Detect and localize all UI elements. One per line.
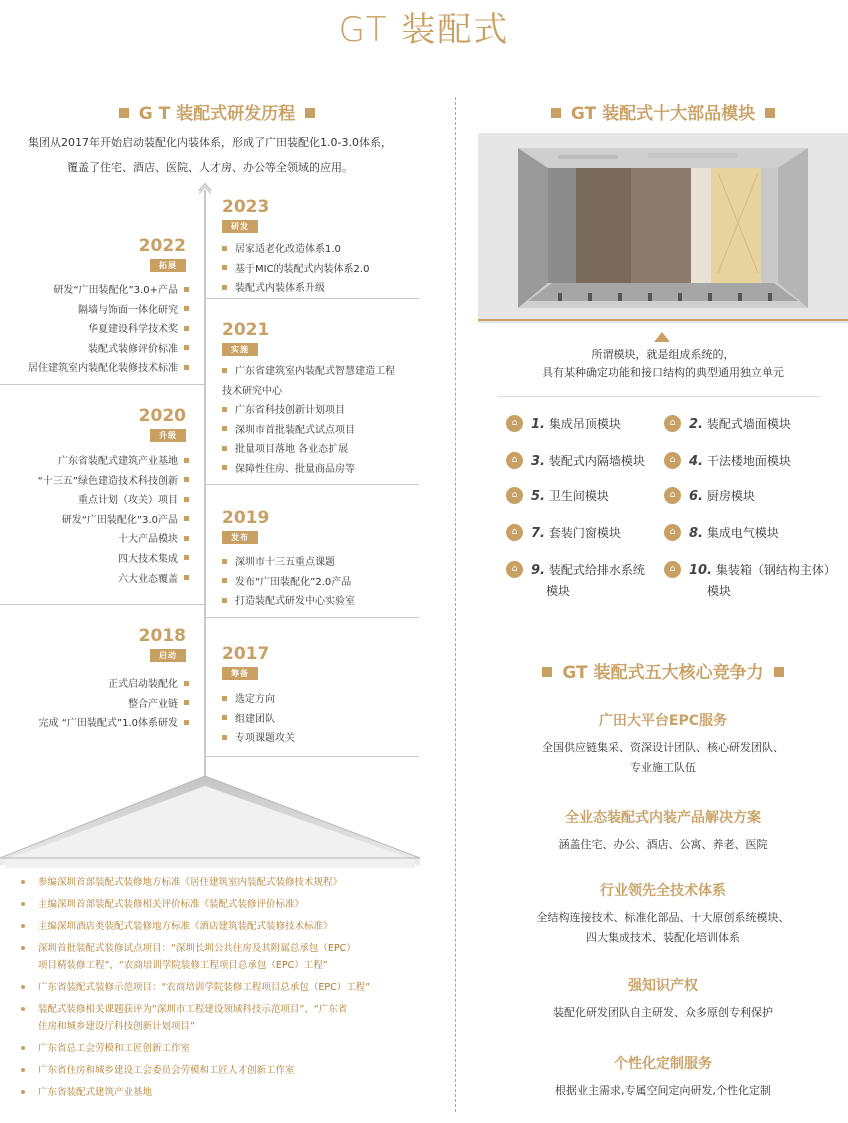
- module-item: ⌂ 7. 套装门窗模块: [506, 523, 621, 544]
- milestone-badge: 实施: [222, 343, 258, 356]
- list-item: 技术研究中心: [222, 385, 282, 397]
- honors-list: [18, 874, 428, 1106]
- milestone-2019: [222, 508, 269, 544]
- milestone-list: [28, 281, 189, 379]
- milestone-2020: [139, 406, 186, 442]
- intro-line: 集团从2017年开始启动装配化内装体系，形成了广田装配化1.0-3.0体系，: [28, 136, 392, 149]
- milestone-list: [222, 362, 395, 480]
- milestone-year: 2020: [138, 406, 186, 426]
- home-icon: ⌂: [664, 415, 681, 432]
- timeline-axis: [204, 190, 206, 780]
- honor-item: 参编深圳首部装配式装修地方标准《居住建筑室内装配式装修技术规程》: [18, 874, 428, 891]
- module-item: ⌂ 6. 厨房模块: [664, 486, 755, 507]
- timeline-connector: [0, 384, 204, 385]
- module-room-illustration: [478, 133, 848, 323]
- list-item: 深圳市首批装配式试点项目: [222, 421, 395, 441]
- list-item: 六大业态覆盖: [38, 570, 189, 590]
- square-icon: [774, 667, 784, 677]
- square-icon: [765, 108, 775, 118]
- competency-item: [478, 710, 848, 778]
- square-icon: [119, 108, 129, 118]
- list-item: 研发“广田装配化”3.0产品: [38, 511, 189, 531]
- list-item: 重点计划（攻关）项目: [38, 491, 189, 511]
- competency-body: 装配化研发团队自主研发、众多原创专利保护: [553, 1006, 773, 1019]
- milestone-year: 2018: [138, 626, 186, 646]
- milestone-badge: 筹备: [222, 667, 258, 680]
- competency-title: 广田大平台EPC服务: [598, 713, 728, 729]
- list-item: 整合产业链: [39, 695, 189, 715]
- definition-line: 所谓模块，就是组成系统的，: [591, 348, 735, 361]
- competency-heading: GT 装配式五大核心竞争力: [478, 658, 848, 683]
- competency-title: 个性化定制服务: [614, 1056, 712, 1072]
- module-item: ⌂ 5. 卫生间模块: [506, 486, 609, 507]
- milestone-2022: [139, 236, 186, 272]
- list-item: 打造装配式研发中心实验室: [222, 592, 355, 612]
- milestone-list: [39, 675, 189, 734]
- roof-illustration: [0, 770, 425, 870]
- list-item: 基于MIC的装配式内装体系2.0: [222, 260, 369, 280]
- pointer-triangle-icon: [654, 332, 670, 342]
- honor-item: 广东省住房和城乡建设工会委员会劳模和工匠人才创新工作室: [18, 1062, 428, 1079]
- page-title: GT 装配式: [338, 10, 510, 50]
- honor-item: 广东省装配式装修示范项目：“农商培训学院装修工程项目总承包（EPC）工程”: [18, 979, 428, 996]
- competency-body: 根据业主需求,专属空间定向研发,个性化定制: [555, 1084, 771, 1097]
- competency-body: 涵盖住宅、办公、酒店、公寓、养老、医院: [558, 838, 768, 851]
- list-item: 华夏建设科学技术奖: [28, 320, 189, 340]
- honor-item: 主编深圳首部装配式装修相关评价标准《装配式装修评价标准》: [18, 896, 428, 913]
- list-item: 十大产品模块: [38, 530, 189, 550]
- home-icon: ⌂: [506, 487, 523, 504]
- timeline-connector: [206, 756, 419, 757]
- list-item: 装配式内装体系升级: [222, 279, 369, 299]
- room-cutaway-image: [478, 133, 848, 323]
- honor-item: 主编深圳酒店类装配式装修地方标准《酒店建筑装配式装修技术标准》: [18, 918, 428, 935]
- list-item: 居家适老化改造体系1.0: [222, 240, 369, 260]
- module-item: ⌂ 4. 干法楼地面模块: [664, 451, 791, 472]
- competency-item: [478, 1053, 848, 1101]
- milestone-2017: [222, 644, 269, 680]
- milestone-list: [222, 240, 369, 299]
- square-icon: [551, 108, 561, 118]
- list-item: 四大技术集成: [38, 550, 189, 570]
- competency-item: [478, 807, 848, 855]
- module-definition: [478, 346, 848, 382]
- list-item: 选定方向: [222, 690, 295, 710]
- milestone-year: 2022: [138, 236, 186, 256]
- square-icon: [305, 108, 315, 118]
- milestone-badge: 研发: [222, 220, 258, 233]
- milestone-list: [38, 452, 189, 589]
- competency-title: 全业态装配式内装产品解决方案: [565, 810, 761, 826]
- module-item: ⌂ 3. 装配式内隔墙模块: [506, 451, 645, 472]
- module-item: ⌂ 9. 装配式给排水系统 模块: [506, 560, 645, 601]
- intro-line: 覆盖了住宅、酒店、医院、人才房、办公等全领域的应用。: [67, 161, 353, 174]
- milestone-badge: 升级: [150, 429, 186, 442]
- home-icon: ⌂: [664, 524, 681, 541]
- milestone-badge: 拓展: [150, 259, 186, 272]
- list-item: 研发“广田装配化”3.0+产品: [28, 281, 189, 301]
- honor-item: 广东省装配式建筑产业基地: [18, 1084, 428, 1101]
- module-item: ⌂ 1. 集成吊顶模块: [506, 414, 621, 435]
- list-item: 保障性住房、批量商品房等: [222, 460, 395, 480]
- module-item: ⌂ 8. 集成电气模块: [664, 523, 779, 544]
- arrow-up-icon: [196, 180, 214, 194]
- module-item: ⌂ 2. 装配式墙面模块: [664, 414, 791, 435]
- milestone-list: [222, 553, 355, 612]
- competency-item: [478, 975, 848, 1023]
- milestone-year: 2023: [222, 197, 270, 217]
- milestone-badge: 发布: [222, 531, 258, 544]
- list-item: 组建团队: [222, 710, 295, 730]
- milestone-year: 2017: [222, 644, 270, 664]
- list-item: 批量项目落地 各业态扩展: [222, 440, 395, 460]
- milestone-2021: [222, 320, 269, 356]
- column-divider: [455, 97, 456, 1112]
- home-icon: ⌂: [506, 524, 523, 541]
- home-icon: ⌂: [506, 415, 523, 432]
- timeline-connector: [0, 604, 204, 605]
- definition-line: 具有某种确定功能和接口结构的典型通用独立单元: [542, 366, 784, 379]
- competency-title: 行业领先全技术体系: [600, 883, 726, 899]
- list-item: 完成 “广田装配式”1.0体系研发: [39, 714, 189, 734]
- module-item: ⌂ 10. 集装箱（钢结构主体） 模块: [664, 560, 836, 601]
- milestone-year: 2021: [222, 320, 270, 340]
- honor-item: 装配式装修相关课题获评为“深圳市工程建设领域科技示范项目”、“广东省 住房和城乡建设厅科技创新计划项目”: [18, 1001, 428, 1035]
- competency-item: [478, 880, 848, 948]
- list-item: “十三五”绿色建造技术科技创新: [38, 472, 189, 492]
- home-icon: ⌂: [506, 561, 523, 578]
- list-item: 装配式装修评价标准: [28, 340, 189, 360]
- list-item: 隔墙与饰面一体化研究: [28, 301, 189, 321]
- list-item: 深圳市十三五重点课题: [222, 553, 355, 573]
- history-intro: [0, 130, 420, 180]
- home-icon: ⌂: [506, 452, 523, 469]
- home-icon: ⌂: [664, 487, 681, 504]
- honor-item: 深圳首批装配式装修试点项目：“深圳长圳公共住房及其附属总承包（EPC） 项目精装修工程”、“农商培训学院装修工程项目总承包（EPC）工程”: [18, 940, 428, 974]
- honor-item: 广东省总工会劳模和工匠创新工作室: [18, 1040, 428, 1057]
- home-icon: ⌂: [664, 452, 681, 469]
- list-item: 正式启动装配化: [39, 675, 189, 695]
- milestone-2018: [139, 626, 186, 662]
- list-item: 专项课题攻关: [222, 729, 295, 749]
- section-rule: [498, 396, 820, 397]
- timeline-connector: [206, 484, 419, 485]
- milestone-list: [222, 690, 295, 749]
- competency-body: 全国供应链集采、资深设计团队、核心研发团队、 专业施工队伍: [542, 741, 784, 774]
- milestone-badge: 启动: [150, 649, 186, 662]
- list-item: 居住建筑室内装配化装修技术标准: [28, 359, 189, 379]
- competency-body: 全结构连接技术、标准化部品、十大原创系统模块、 四大集成技术、装配化培训体系: [536, 911, 790, 944]
- timeline-connector: [206, 617, 419, 618]
- list-item: 广东省装配式建筑产业基地: [38, 452, 189, 472]
- history-heading: G T 装配式研发历程: [0, 99, 434, 124]
- list-item: 发布“广田装配化”2.0产品: [222, 573, 355, 593]
- square-icon: [542, 667, 552, 677]
- list-item: 广东省建筑室内装配式智慧建造工程: [222, 362, 395, 382]
- home-icon: ⌂: [664, 561, 681, 578]
- milestone-2023: [222, 197, 269, 233]
- milestone-year: 2019: [222, 508, 270, 528]
- modules-heading: GT 装配式十大部品模块: [478, 99, 848, 124]
- competency-title: 强知识产权: [628, 978, 698, 994]
- list-item: 广东省科技创新计划项目: [222, 401, 395, 421]
